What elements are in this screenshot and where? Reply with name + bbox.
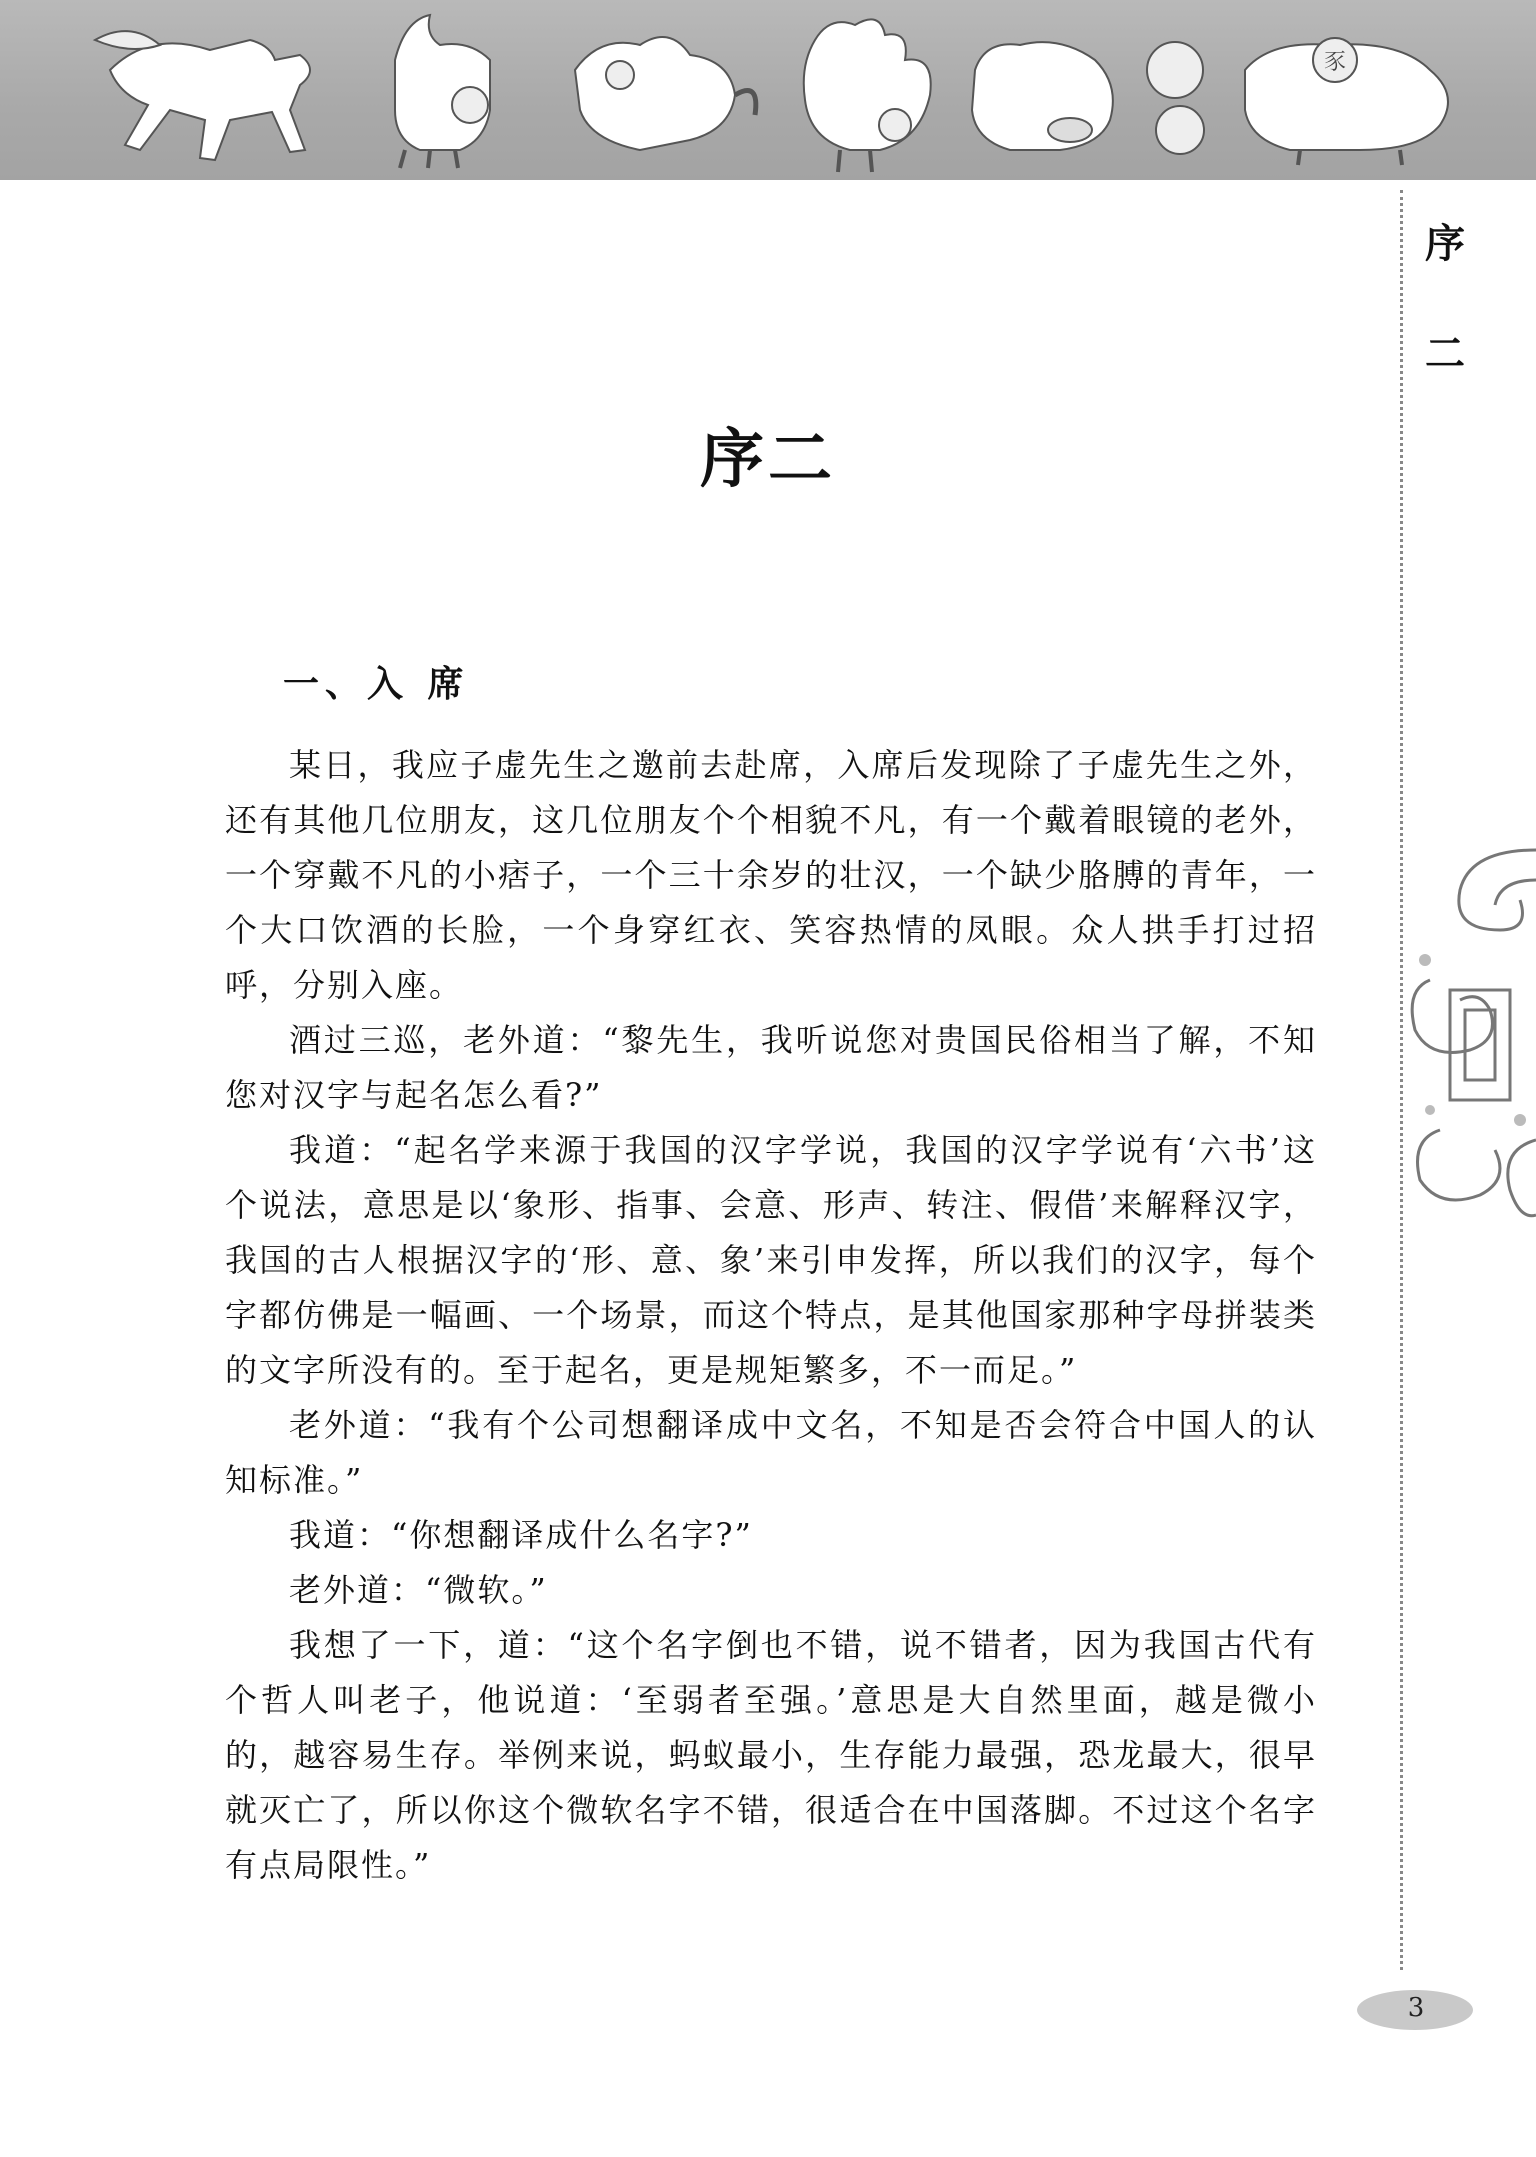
body-text [225,738,1317,1893]
cloud-pattern-ornament [1400,840,1536,1230]
zodiac-papercut-banner [0,0,1536,180]
side-chapter-char-2: 二 [1425,330,1465,377]
side-chapter-char-1: 序 [1425,220,1465,267]
page-title: 序二 [700,422,836,497]
section-heading: 一、入 席 [283,663,470,705]
paragraph: 我想了一下，道：“这个名字倒也不错，说不错者，因为我国古代有个哲人叫老子，他说道：‘至弱者至强。’意思是大自然里面，越是微小的，越容易生存。举例来说，蚂蚁最小，生存能力最强，恐龙最大，很早就灭亡了，所以你这个微软名字不错，很适合在中国落脚。不过这个名字有点局限性。” [225,1626,1317,1884]
horse-icon [95,31,310,160]
pig-icon [1245,38,1448,165]
paragraph: 我道：“起名学来源于我国的汉字学说，我国的汉字学说有‘六书’这个说法，意思是以‘象形、指事、会意、形声、转注、假借’来解释汉字，我国的古人根据汉字的‘形、意、象’来引申发挥，所以我们的汉字，每个字都仿佛是一幅画、一个场景，而这个特点，是其他国家那种字母拼装类的文字所没有的。至于起名，更是规矩繁多，不一而足。” [225,1131,1317,1389]
pig-seal-text: 豕 [1323,50,1347,75]
paragraph: 我道：“你想翻译成什么名字?” [289,1516,753,1554]
rooster-icon [804,19,931,172]
page-number: 3 [1407,1993,1425,2023]
monkey-icon [575,37,756,150]
paragraph: 酒过三巡，老外道：“黎先生，我听说您对贵国民俗相当了解，不知您对汉字与起名怎么看?” [225,1021,1317,1114]
dog-icon [972,42,1204,154]
paragraph: 老外道：“我有个公司想翻译成中文名，不知是否会符合中国人的认知标准。” [225,1406,1317,1499]
goat-icon [395,15,490,168]
paragraph: 某日，我应子虚先生之邀前去赴席，入席后发现除了子虚先生之外，还有其他几位朋友，这几位朋友个个相貌不凡，有一个戴着眼镜的老外，一个穿戴不凡的小痞子，一个三十余岁的壮汉，一个缺少胳膊的青年，一个大口饮酒的长脸，一个身穿红衣、笑容热情的凤眼。众人拱手打过招呼，分别入座。 [225,746,1317,1004]
header-banner [0,0,1536,180]
paragraph: 老外道：“微软。” [289,1571,548,1609]
